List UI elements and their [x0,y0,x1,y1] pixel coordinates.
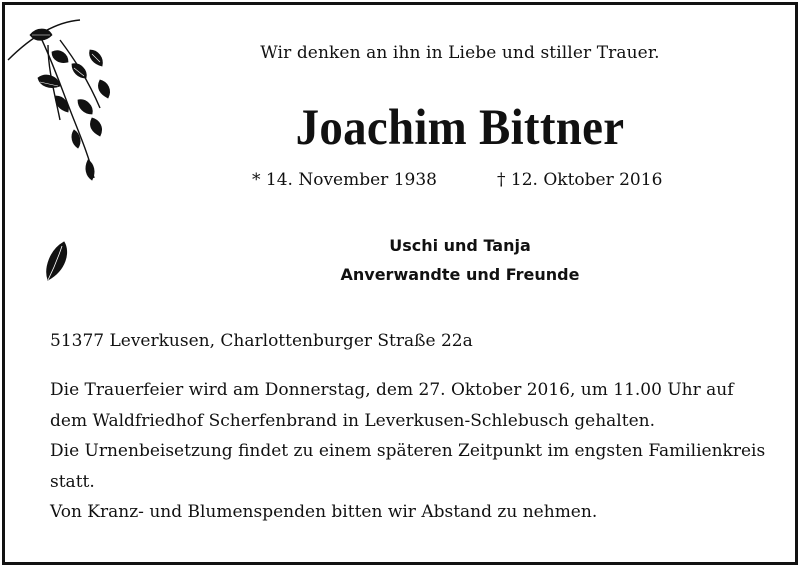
mourners-line-2: Anverwandte und Freunde [340,265,580,284]
death-date: † 12. Oktober 2016 [497,170,663,190]
funeral-details [50,375,770,528]
details-line-4: statt. [50,471,95,492]
falling-leaf-icon [42,240,72,284]
birch-branch-icon [0,0,130,200]
mourners-line-1: Uschi und Tanja [389,236,531,255]
address: 51377 Leverkusen, Charlottenburger Straße 22a [50,331,473,351]
deceased-name: Joachim Bittner [295,100,625,156]
details-line-2: dem Waldfriedhof Scherfenbrand in Leverkusen-Schlebusch gehalten. [50,410,655,431]
details-line-1: Die Trauerfeier wird am Donnerstag, dem 27. Oktober 2016, um 11.00 Uhr auf [50,380,734,400]
details-line-5: Von Kranz- und Blumenspenden bitten wir Abstand zu nehmen. [50,502,598,522]
intro-text: Wir denken an ihn in Liebe und stiller Trauer. [260,43,660,63]
details-line-3: Die Urnenbeisetzung findet zu einem späteren Zeitpunkt im engsten Familienkreis [50,441,766,461]
birth-date: * 14. November 1938 [252,170,437,190]
